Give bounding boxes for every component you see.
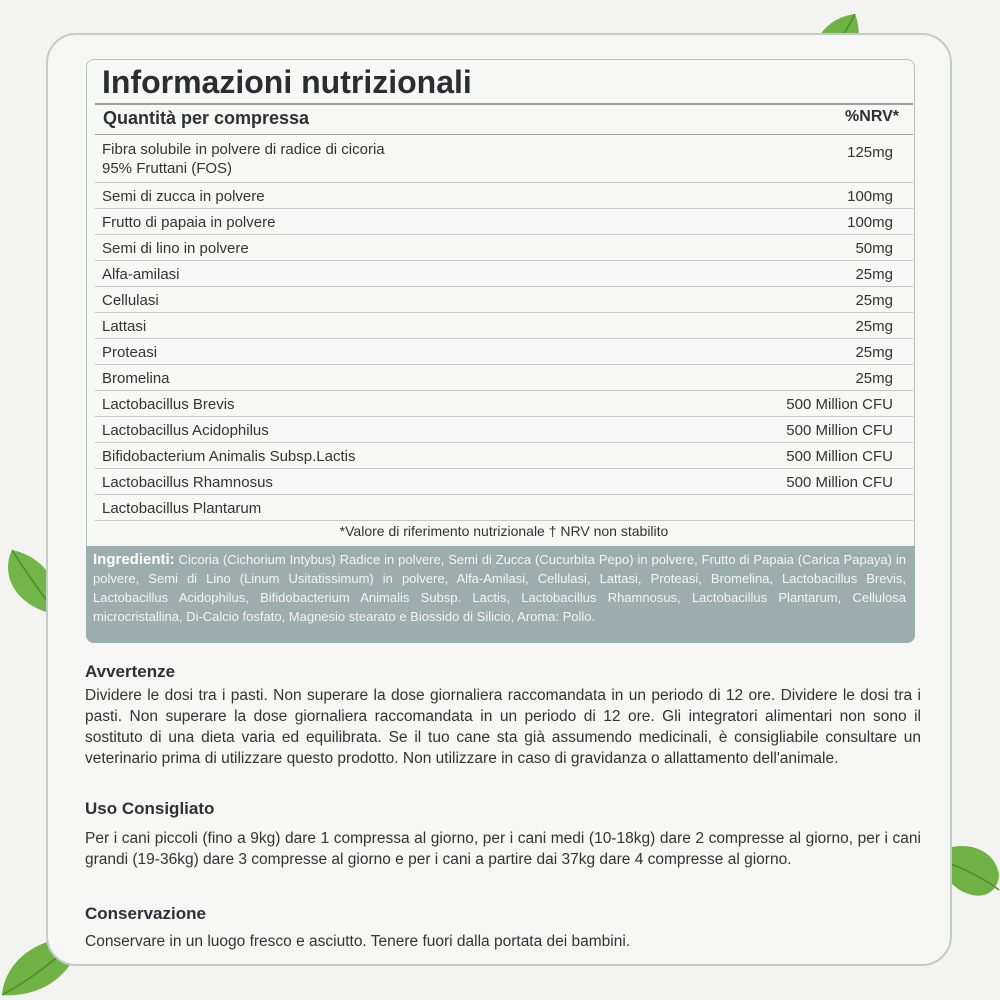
usage-text: Per i cani piccoli (fino a 9kg) dare 1 compressa al giorno, per i cani medi (10-18kg) dare 2 compresse al giorno, per i cani grandi (19-36kg) dare 3 compresse al giorno e per i cani a partire dai 37kg dare 4 compresse al giorno. bbox=[85, 830, 921, 868]
title-divider bbox=[95, 103, 913, 105]
table-row bbox=[95, 235, 913, 261]
ingredients-text: Cicoria (Cichorium Intybus) Radice in polvere, Semi di Zucca (Cucurbita Pepo) in polvere, Frutto di Papaia (Carica Papaya) in polvere, Semi di Lino (Linum Usitatissimum) in polvere, Alfa-Amilasi, Cellulasi, Lattasi, Proteasi, Bromelina, Lactobacillus Brevis, Lactobacillus Acidophilus, Bifidobacterium Animalis Subsp. Lactis, Lactobacillus Rhamnosus, Lactobacillus Plantarum, Cellulosa microcristallina, Di-Calcio fosfato, Magnesio stearato e Biossido di Silicio, Aroma: Pollo. bbox=[93, 552, 906, 624]
row-name: Bromelina bbox=[102, 370, 170, 387]
row-amount: 25mg bbox=[855, 318, 893, 335]
row-name: Lactobacillus Plantarum bbox=[102, 500, 262, 517]
nutrition-table bbox=[95, 135, 913, 521]
table-row bbox=[95, 417, 913, 443]
storage-text: Conservare in un luogo fresco e asciutto. Tenere fuori dalla portata dei bambini. bbox=[85, 933, 631, 950]
warnings-title: Avvertenze bbox=[85, 662, 176, 681]
ingredients-label: Ingredienti: bbox=[93, 551, 175, 568]
table-row bbox=[95, 495, 913, 521]
table-header bbox=[95, 106, 913, 135]
ingredients-box bbox=[86, 546, 915, 643]
storage-title: Conservazione bbox=[85, 904, 206, 923]
table-row bbox=[95, 391, 913, 417]
usage-title: Uso Consigliato bbox=[85, 799, 215, 818]
row-name: Lactobacillus Rhamnosus bbox=[102, 474, 273, 491]
row-amount: 100mg bbox=[847, 188, 893, 205]
row-amount: 50mg bbox=[855, 240, 893, 257]
header-nrv: %NRV* bbox=[845, 108, 899, 125]
row-name: Alfa-amilasi bbox=[102, 266, 180, 283]
row-name: Lattasi bbox=[102, 318, 147, 335]
row-amount: 25mg bbox=[855, 344, 893, 361]
page-title: Informazioni nutrizionali bbox=[102, 64, 472, 100]
table-row bbox=[95, 469, 913, 495]
table-row bbox=[95, 339, 913, 365]
row-name: Semi di lino in polvere bbox=[102, 240, 249, 257]
row-amount: 25mg bbox=[855, 370, 893, 387]
warnings-text: Dividere le dosi tra i pasti. Non superare la dose giornaliera raccomandata in un periodo di 12 ore. Dividere le dosi tra i pasti. Non superare la dose giornaliera raccomandata in un periodo di 12 ore. Gli integratori alimentari non sono il sostituto di una dieta varia ed equilibrata. Se il tuo cane sta già assumendo medicinali, è consigliabile consultare un veterinario prima di utilizzare questo prodotto. Non utilizzare in caso di gravidanza o allattamento dell'animale. bbox=[85, 687, 921, 767]
table-row bbox=[95, 183, 913, 209]
row-amount: 500 Million CFU bbox=[786, 448, 893, 465]
row-amount: 25mg bbox=[855, 292, 893, 309]
table-row bbox=[95, 443, 913, 469]
table-row bbox=[95, 135, 913, 183]
row-amount: 500 Million CFU bbox=[786, 474, 893, 491]
row-amount: 500 Million CFU bbox=[786, 422, 893, 439]
header-quantity: Quantità per compressa bbox=[103, 108, 310, 128]
row-amount: 100mg bbox=[847, 214, 893, 231]
row-name: Proteasi bbox=[102, 344, 158, 361]
table-row bbox=[95, 365, 913, 391]
row-amount: 500 Million CFU bbox=[786, 396, 893, 413]
row-name: Semi di zucca in polvere bbox=[102, 188, 265, 205]
table-row bbox=[95, 313, 913, 339]
row-name: Bifidobacterium Animalis Subsp.Lactis bbox=[102, 448, 356, 465]
row-amount: 25mg bbox=[855, 266, 893, 283]
row-amount: 125mg bbox=[847, 144, 893, 161]
row-name: Lactobacillus Acidophilus bbox=[102, 422, 269, 439]
nrv-footnote: *Valore di riferimento nutrizionale † NRV non stabilito bbox=[339, 523, 669, 539]
table-row bbox=[95, 209, 913, 235]
table-row bbox=[95, 287, 913, 313]
row-name: Cellulasi bbox=[102, 292, 159, 309]
row-name: Fibra solubile in polvere di radice di cicoria 95% Fruttani (FOS) bbox=[102, 141, 385, 177]
table-row bbox=[95, 261, 913, 287]
row-name: Lactobacillus Brevis bbox=[102, 396, 235, 413]
row-name: Frutto di papaia in polvere bbox=[102, 214, 276, 231]
